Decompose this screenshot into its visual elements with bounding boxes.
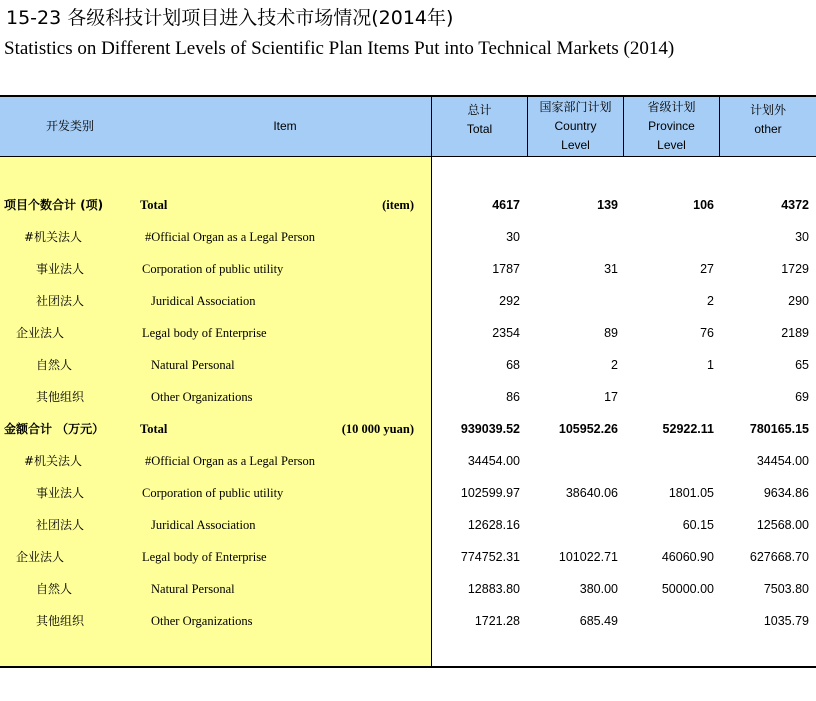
table-row: [0, 541, 816, 573]
cell-total: 102599.97: [460, 486, 520, 500]
table-row: [0, 317, 816, 349]
cell-total: 2354: [492, 326, 520, 340]
cell-province-level: 60.15: [682, 518, 714, 532]
header-item: [140, 97, 430, 156]
row-category-cn: 项目个数合计 (项): [4, 198, 104, 212]
cell-province-level: 2: [707, 294, 714, 308]
table-row: [0, 445, 816, 477]
table-row: [0, 221, 816, 253]
cell-province-level: 1: [707, 358, 714, 372]
row-item-en: Legal body of Enterprise: [142, 326, 267, 340]
header-province-en: Province: [648, 119, 695, 133]
cell-country-level: [527, 445, 618, 477]
row-item-en: Juridical Association: [151, 518, 256, 532]
header-total-cn: 总计: [467, 103, 492, 117]
cell-total: 774752.31: [460, 550, 520, 564]
cell-country-level: 38640.06: [565, 486, 618, 500]
row-item-en: Natural Personal: [151, 358, 235, 372]
header-item-label: Item: [273, 119, 297, 133]
table-row: [0, 605, 816, 637]
row-category-cn: 其他组织: [36, 390, 85, 404]
cell-country-level: [527, 285, 618, 317]
cell-total: 939039.52: [460, 422, 520, 436]
cell-province-level: [623, 381, 714, 413]
cell-other: 65: [795, 358, 809, 372]
cell-total: 34454.00: [467, 454, 520, 468]
row-item-en: Total: [140, 198, 168, 212]
row-category-cn: 其他组织: [36, 614, 85, 628]
header-province: [624, 97, 719, 156]
header-divider: [0, 156, 816, 157]
row-category-cn: 自然人: [36, 582, 73, 596]
header-other-cn: 计划外: [749, 103, 786, 117]
header-category: [0, 97, 140, 156]
cell-other: 627668.70: [749, 550, 809, 564]
row-item-en: Legal body of Enterprise: [142, 550, 267, 564]
cell-other: 30: [795, 230, 809, 244]
table-row: [0, 413, 816, 445]
cell-other: 34454.00: [756, 454, 809, 468]
cell-other: 7503.80: [763, 582, 809, 596]
cell-province-level: [623, 605, 714, 637]
header-country: [528, 97, 623, 156]
cell-total: 12883.80: [467, 582, 520, 596]
row-category-cn: 企业法人: [16, 326, 65, 340]
table-row: [0, 573, 816, 605]
cell-country-level: 101022.71: [558, 550, 618, 564]
cell-country-level: [527, 221, 618, 253]
row-unit: (item): [382, 198, 414, 212]
header-country-level: Level: [561, 138, 590, 152]
cell-other: 2189: [781, 326, 809, 340]
cell-other: 1729: [781, 262, 809, 276]
table-row: [0, 477, 816, 509]
table-row: [0, 285, 816, 317]
cell-country-level: 139: [597, 198, 618, 212]
cell-province-level: 46060.90: [661, 550, 714, 564]
cell-other: 4372: [781, 198, 809, 212]
header-country-cn: 国家部门计划: [539, 100, 612, 114]
cell-province-level: 1801.05: [668, 486, 714, 500]
row-category-cn: 自然人: [36, 358, 73, 372]
header-province-level: Level: [657, 138, 686, 152]
header-total: [432, 97, 527, 156]
cell-province-level: 52922.11: [662, 422, 714, 436]
cell-province-level: 50000.00: [661, 582, 714, 596]
table-bottom-rule: [0, 666, 816, 668]
cell-country-level: 2: [611, 358, 618, 372]
row-category-cn: 事业法人: [36, 486, 85, 500]
cell-country-level: 685.49: [579, 614, 618, 628]
cell-country-level: 89: [604, 326, 618, 340]
row-category-cn: #机关法人: [24, 230, 83, 244]
row-item-en: Total: [140, 422, 168, 436]
page-title-chinese: 15-23 各级科技计划项目进入技术市场情况(2014年): [6, 7, 454, 29]
cell-province-level: 27: [700, 262, 714, 276]
cell-other: 290: [788, 294, 809, 308]
cell-province-level: [623, 445, 714, 477]
cell-total: 68: [506, 358, 520, 372]
cell-country-level: 105952.26: [558, 422, 618, 436]
table-row: [0, 189, 816, 221]
row-item-en: Corporation of public utility: [142, 486, 284, 500]
row-category-cn: 企业法人: [16, 550, 65, 564]
cell-other: 780165.15: [749, 422, 809, 436]
row-unit: (10 000 yuan): [341, 422, 414, 436]
cell-other: 12568.00: [756, 518, 809, 532]
statistics-table: [0, 95, 816, 668]
cell-total: 292: [499, 294, 520, 308]
cell-total: 1721.28: [474, 614, 520, 628]
table-row: [0, 349, 816, 381]
header-province-cn: 省级计划: [647, 100, 696, 114]
row-item-en: #Official Organ as a Legal Person: [145, 454, 315, 468]
cell-other: 69: [795, 390, 809, 404]
row-item-en: Other Organizations: [151, 614, 253, 628]
table-row: [0, 509, 816, 541]
cell-country-level: 17: [604, 390, 618, 404]
cell-country-level: [527, 509, 618, 541]
cell-total: 30: [506, 230, 520, 244]
cell-province-level: 106: [693, 198, 714, 212]
header-country-en: Country: [554, 119, 597, 133]
header-total-en: Total: [466, 122, 493, 136]
cell-other: 1035.79: [763, 614, 809, 628]
row-category-cn: 事业法人: [36, 262, 85, 276]
cell-total: 86: [506, 390, 520, 404]
header-other-en: other: [754, 122, 782, 136]
header-category-label: 开发类别: [45, 119, 94, 133]
cell-country-level: 31: [604, 262, 618, 276]
page-title-english: Statistics on Different Levels of Scientific Plan Items Put into Technical Markets (2014): [4, 38, 675, 59]
table-row: [0, 381, 816, 413]
row-item-en: Corporation of public utility: [142, 262, 284, 276]
cell-province-level: 76: [700, 326, 714, 340]
row-item-en: #Official Organ as a Legal Person: [145, 230, 315, 244]
cell-total: 1787: [492, 262, 520, 276]
row-item-en: Juridical Association: [151, 294, 256, 308]
cell-other: 9634.86: [763, 486, 809, 500]
row-category-cn: 社团法人: [36, 294, 85, 308]
cell-country-level: 380.00: [579, 582, 618, 596]
row-category-cn: 社团法人: [36, 518, 85, 532]
header-other: [720, 97, 816, 156]
table-row: [0, 253, 816, 285]
cell-total: 4617: [492, 198, 520, 212]
row-item-en: Natural Personal: [151, 582, 235, 596]
row-item-en: Other Organizations: [151, 390, 253, 404]
cell-total: 12628.16: [467, 518, 520, 532]
row-category-cn: #机关法人: [24, 454, 83, 468]
row-category-cn: 金额合计 （万元）: [4, 422, 105, 436]
cell-province-level: [623, 221, 714, 253]
